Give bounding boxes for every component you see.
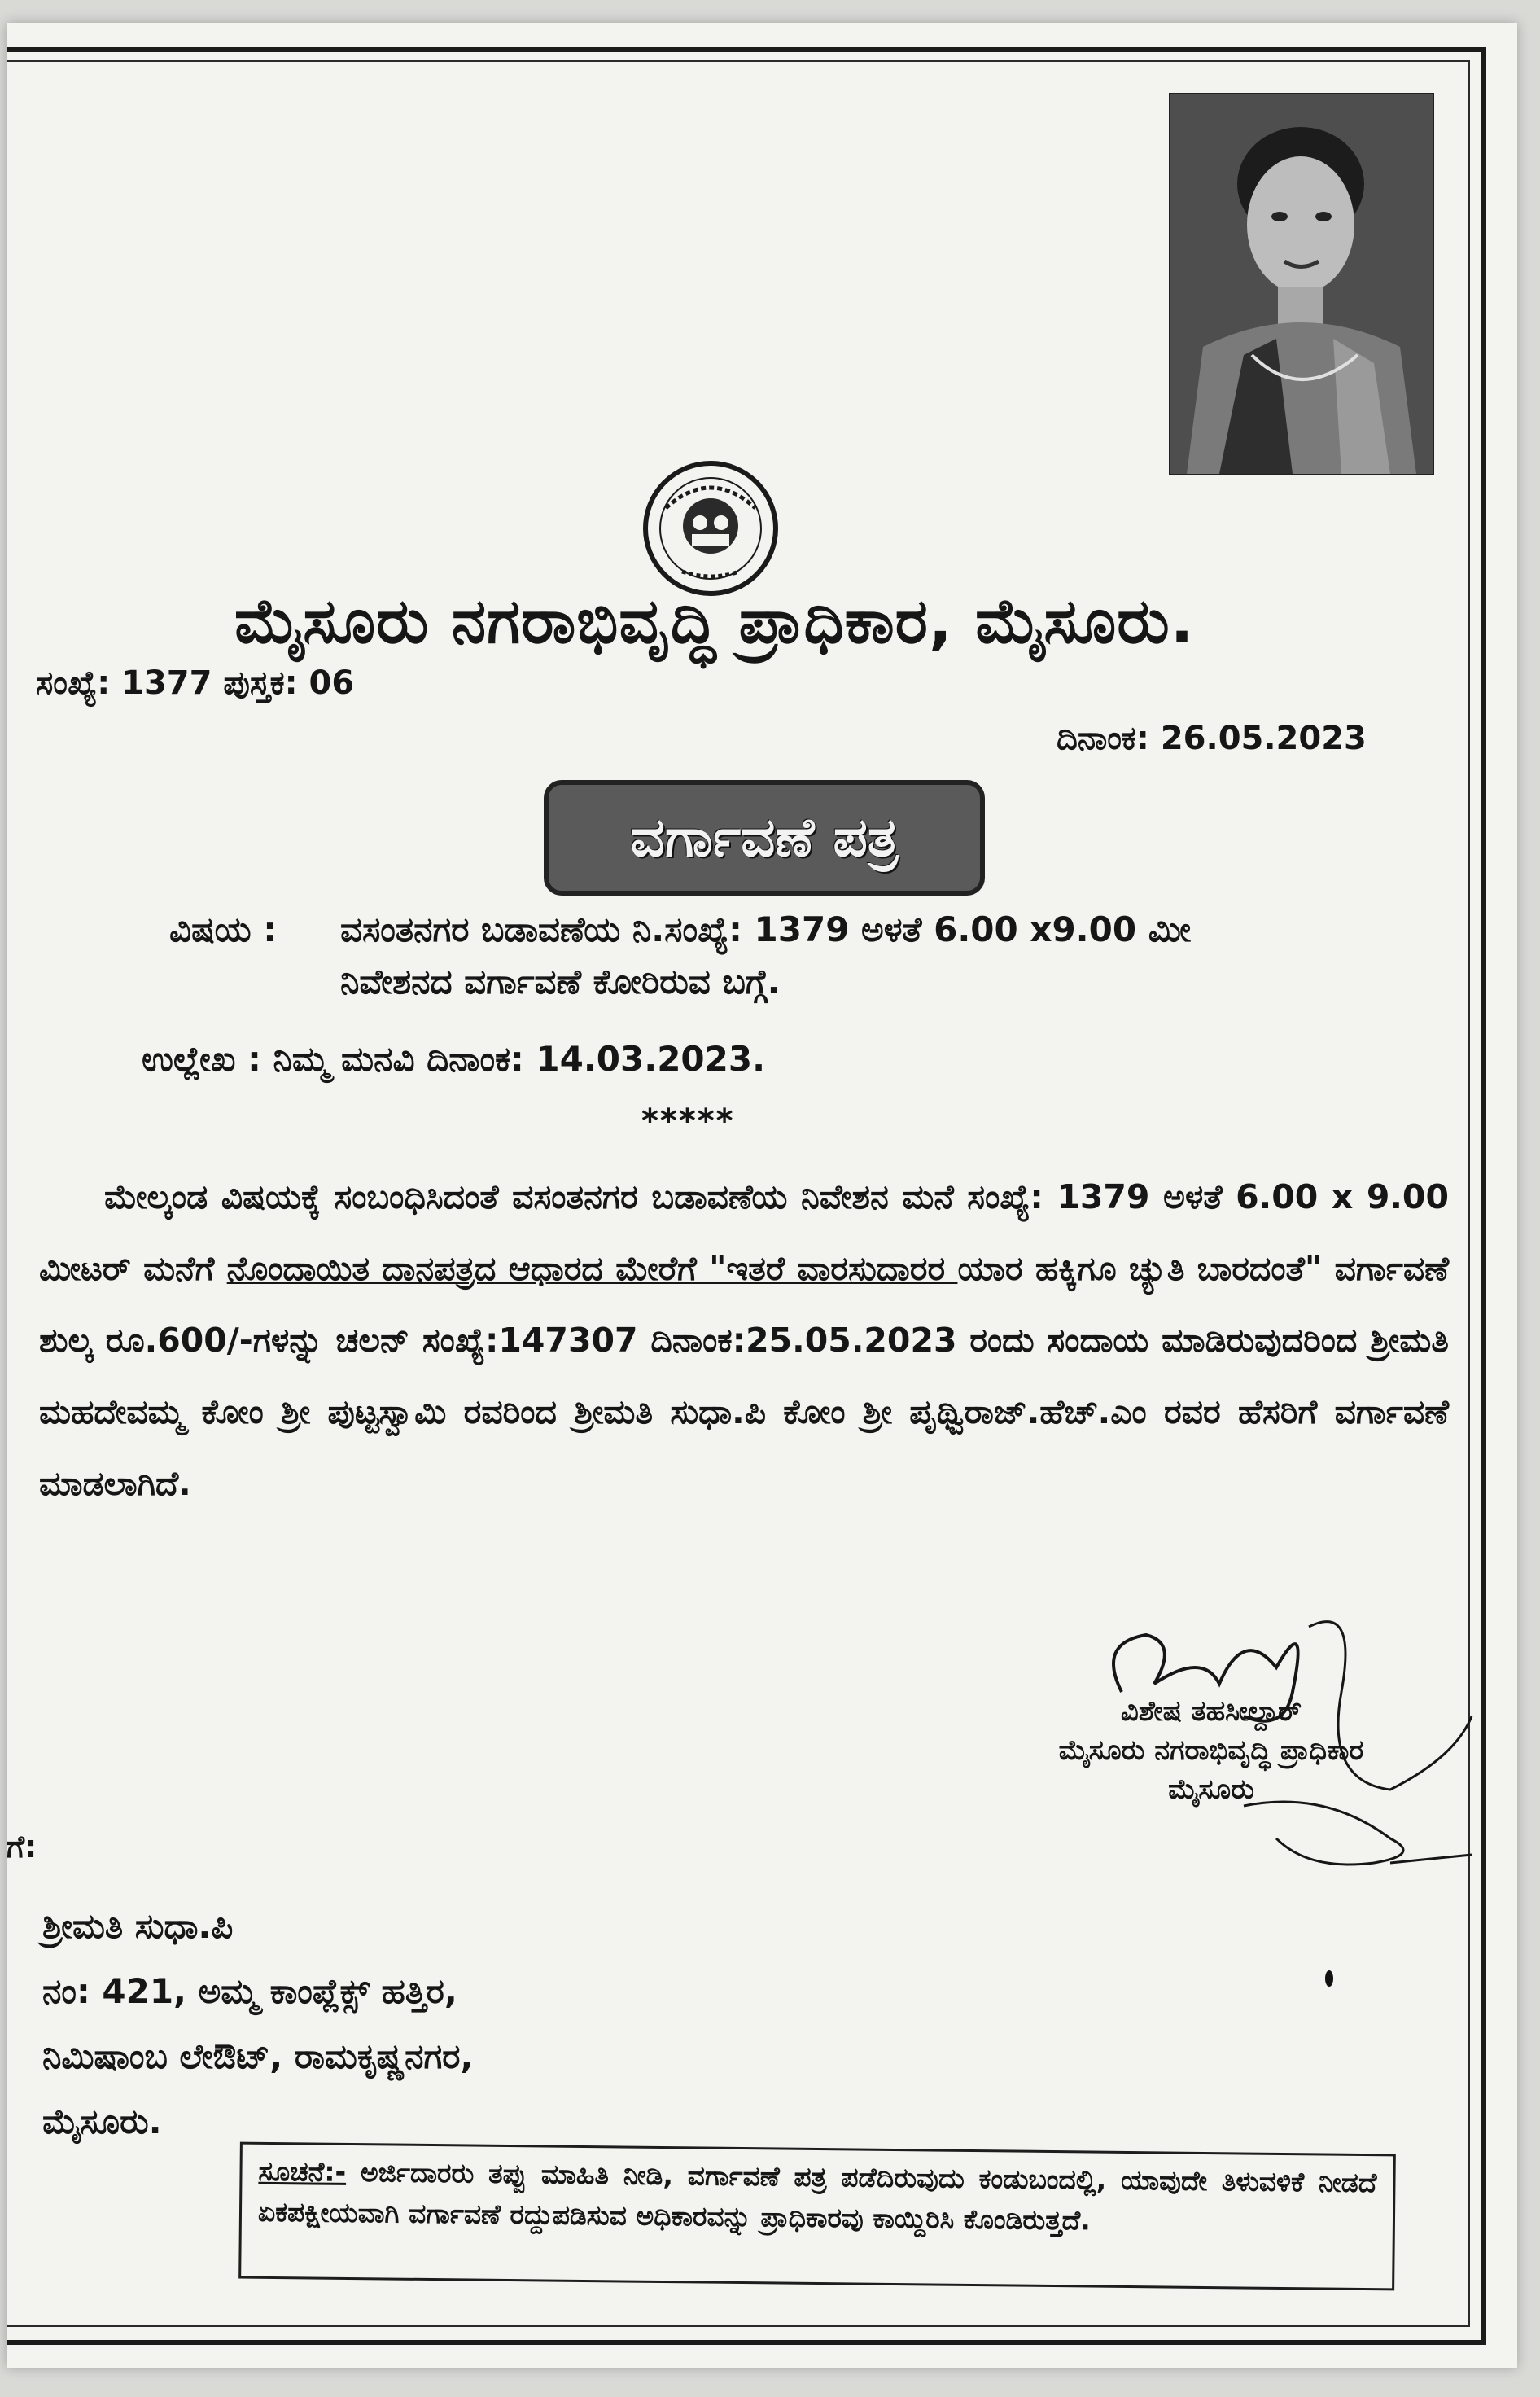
recipient-city: ಮೈಸೂರು. — [42, 2101, 162, 2141]
recipient-address — [42, 1894, 473, 2154]
body-underlined: ನೊಂದಾಯಿತ ದಾನಪತ್ರದ ಆಧಾರದ ಮೇರೆಗೆ "ಇತರೆ ವಾರಸುದಾರರ — [226, 1249, 958, 1288]
body-part-2: ಯಾರ ಹಕ್ಕಿಗೂ ಚ್ಯುತಿ ಬಾರದಂತೆ" ವರ್ಗಾವಣೆ ಶುಲ್ಕ ರೂ.600/-ಗಳನ್ನು ಚಲನ್ ಸಂಖ್ಯೆ:147307 ದಿನಾಂಕ:25.05.2023 ರಂದು ಸಂದಾಯ ಮಾಡಿರುವುದರಿಂದ ಶ್ರೀಮತಿ ಮಹದೇವಮ್ಮ ಕೋಂ ಶ್ರೀ ಪುಟ್ಟಸ್ವಾಮಿ ರವರಿಂದ ಶ್ರೀಮತಿ ಸುಧಾ.ಪಿ ಕೋಂ ಶ್ರೀ ಪೃಥ್ವಿರಾಜ್.ಹೆಚ್.ಎಂ ರವರ ಹೆಸರಿಗೆ ವರ್ಗಾವಣೆ ಮಾಡಲಾಗಿದೆ. — [39, 1249, 1449, 1503]
signature-designation — [934, 1692, 1488, 1809]
reference-line — [142, 1039, 765, 1080]
signature-line-2: ಮೈಸೂರು ನಗರಾಭಿವೃದ್ಧಿ ಪ್ರಾಧಿಕಾರ — [1058, 1734, 1364, 1767]
document-heading: ವರ್ಗಾವಣೆ ಪತ್ರ — [630, 805, 899, 869]
note-label: ಸೂಚನೆ:- — [258, 2154, 347, 2188]
ink-mark — [1325, 1970, 1333, 1987]
reference-text: ನಿಮ್ಮ ಮನವಿ ದಿನಾಂಕ: 14.03.2023. — [273, 1039, 766, 1079]
subject-line-1: ವಸಂತನಗರ ಬಡಾವಣೆಯ ನಿ.ಸಂಖ್ಯೆ: 1379 ಅಳತೆ 6.00 x9.00 ಮೀ — [340, 909, 1191, 949]
issue-date: ದಿನಾಂಕ: 26.05.2023 — [1057, 720, 1367, 757]
recipient-address-line-1: ನಂ: 421, ಅಮ್ಮ ಕಾಂಪ್ಲೆಕ್ಸ್ ಹತ್ತಿರ, — [42, 1971, 457, 2011]
recipient-address-line-2: ನಿಮಿಷಾಂಬ ಲೇಔಟ್, ರಾಮಕೃಷ್ಣನಗರ, — [42, 2036, 474, 2076]
authority-title: ಮೈಸೂರು ನಗರಾಭಿವೃದ್ಧಿ ಪ್ರಾಧಿಕಾರ, ಮೈಸೂರು. — [234, 585, 1195, 657]
reference-label: ಉಲ್ಲೇಖ : — [142, 1039, 261, 1079]
signature-line-1: ವಿಶೇಷ ತಹಸೀಲ್ದಾರ್ — [1120, 1695, 1302, 1728]
recipient-name: ಶ್ರೀಮತಿ ಸುಧಾ.ಪಿ — [42, 1906, 234, 1946]
subject-label: ವಿಷಯ : — [169, 909, 278, 949]
recipient-to-label: ಗೆ: — [7, 1829, 37, 1865]
document-sheet — [7, 23, 1517, 2368]
authority-seal — [641, 459, 780, 598]
body-part-1: ಮೇಲ್ಕಂಡ ವಿಷಯಕ್ಕೆ ಸಂಬಂಧಿಸಿದಂತೆ ವಸಂತನಗರ ಬಡಾವಣೆಯ ನಿವೇಶನ ಮನೆ ಸಂಖ್ಯೆ: 1379 ಅಳತೆ 6.00 x 9.00 ಮೀಟರ್ ಮನೆಗೆ — [39, 1177, 1449, 1288]
subject-line-2: ನಿವೇಶನದ ವರ್ಗಾವಣೆ ಕೋರಿರುವ ಬಗ್ಗೆ. — [340, 962, 781, 1001]
signature-line-3: ಮೈಸೂರು — [1168, 1773, 1254, 1806]
note-box — [238, 2142, 1396, 2291]
reference-number: ಸಂಖ್ಯೆ: 1377 ಪುಸ್ತಕ: 06 — [36, 664, 355, 702]
subject-block — [169, 904, 1423, 1008]
document-heading-box — [544, 780, 985, 896]
body-paragraph — [39, 1161, 1449, 1519]
separator: ***** — [641, 1102, 735, 1140]
note-text: ಅರ್ಜಿದಾರರು ತಪ್ಪು ಮಾಹಿತಿ ನೀಡಿ, ವರ್ಗಾವಣೆ ಪತ್ರ ಪಡೆದಿರುವುದು ಕಂಡುಬಂದಲ್ಲಿ, ಯಾವುದೇ ತಿಳುವಳಿಕೆ ನೀಡದೆ ಏಕಪಕ್ಷೀಯವಾಗಿ ವರ್ಗಾವಣೆ ರದ್ದುಪಡಿಸುವ ಅಧಿಕಾರವನ್ನು ಪ್ರಾಧಿಕಾರವು ಕಾಯ್ದಿರಿಸಿ ಕೊಂಡಿರುತ್ತದೆ. — [257, 2155, 1377, 2237]
applicant-photo — [1169, 93, 1434, 475]
official-signature — [934, 1594, 1488, 1879]
